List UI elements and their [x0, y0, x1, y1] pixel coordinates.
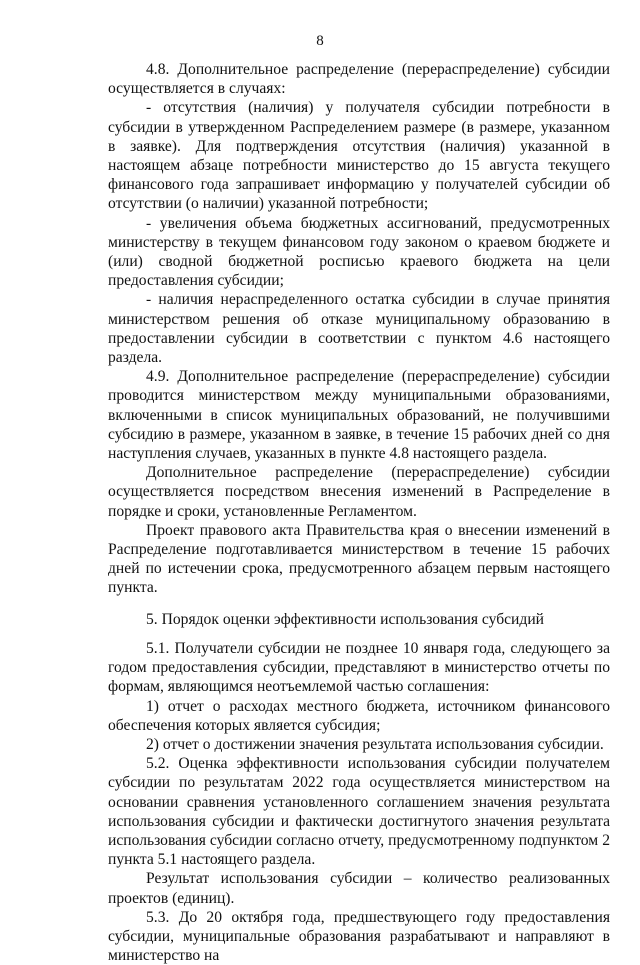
section-heading-5: 5. Порядок оценки эффективности использования субсидий [146, 610, 545, 628]
list-item-result-report: 2) отчет о достижении значения результата использования субсидии. [146, 735, 604, 753]
list-item-expense-report: 1) отчет о расходах местного бюджета, источником финансового обеспечения которых является субсидия; [108, 697, 610, 734]
paragraph-5-3: 5.3. До 20 октября года, предшествующего году предоставления субсидии, муниципальные образования разрабатывают и направляют в министерство на [108, 908, 610, 965]
page-number: 8 [316, 33, 324, 49]
paragraph-draft-act: Проект правового акта Правительства края о внесении изменений в Распределение подготавливается министерством в течение 15 рабочих дней по истечении срока, предусмотренного абзацем первым настоящего пункта. [108, 521, 610, 597]
list-item-unallocated-remainder: - наличия нераспределенного остатка субсидии в случае принятия министерством решения об отказе муниципальному образованию в предоставлении субсидии в соответствии с пунктом 4.6 настоящего раздела. [108, 291, 610, 367]
document-body [108, 60, 610, 965]
list-item-increase-of-allocations: - увеличения объема бюджетных ассигнований, предусмотренных министерству в текущем финансовом году законом о краевом бюджете и (или) сводной бюджетной росписью краевого бюджета на цели предоставления субсидии; [108, 214, 610, 290]
paragraph-result-definition: Результат использования субсидии – количество реализованных проектов (единиц). [108, 870, 610, 907]
paragraph-5-1: 5.1. Получатели субсидии не позднее 10 января года, следующего за годом предоставления субсидии, представляют в министерство отчеты по формам, являющимся неотъемлемой частью соглашения: [108, 639, 610, 696]
paragraph-5-2: 5.2. Оценка эффективности использования субсидии получателем субсидии по результатам 2022 года осуществляется министерством на основании сравнения установленного соглашением значения результата использования субсидии и фактически достигнутого значения результата использования субсидии согласно отчету, предусмотренному подпунктом 2 пункта 5.1 настоящего раздела. [108, 755, 610, 869]
paragraph-redistribution-procedure: Дополнительное распределение (перераспределение) субсидии осуществляется посредством внесения изменений в Распределение в порядке и сроки, установленные Регламентом. [108, 464, 610, 520]
list-item-absence-of-need: - отсутствия (наличия) у получателя субсидии потребности в субсидии в утвержденном Распределением размере (в размере, указанном в заявке). Для подтверждения отсутствия (наличия) указанной в настоящем абзаце потребности министерство до 15 августа текущего финансового года запрашивает информацию у получателей субсидии об отсутствии (о наличии) указанной потребности; [108, 99, 610, 213]
paragraph-4-9: 4.9. Дополнительное распределение (перераспределение) субсидии проводится министерством между муниципальными образованиями, включенными в список муниципальных образований, не получившими субсидию в размере, указанном в заявке, в течение 15 рабочих дней со дня наступления случаев, указанных в пункте 4.8 настоящего раздела. [108, 368, 610, 463]
paragraph-4-8: 4.8. Дополнительное распределение (перераспределение) субсидии осуществляется в случаях: [108, 61, 610, 98]
